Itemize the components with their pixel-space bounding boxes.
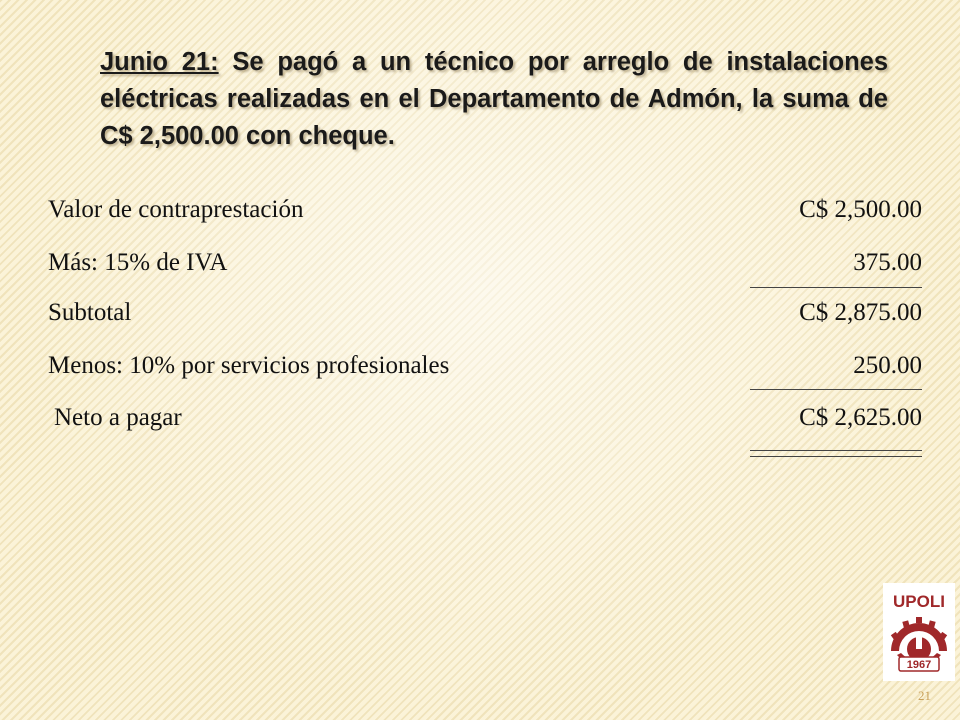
date-label: Junio 21:: [100, 48, 219, 76]
row-iva: [48, 249, 922, 285]
row-amount: C$ 2,500.00: [799, 196, 922, 223]
row-label: Más: 15% de IVA: [48, 249, 228, 276]
logo-name: UPOLI: [893, 592, 945, 611]
row-label: Menos: 10% por servicios profesionales: [48, 352, 450, 379]
row-amount: 250.00: [853, 352, 922, 379]
subtotal-rule: [750, 287, 922, 288]
row-contraprestacion: [48, 196, 922, 232]
net-rule: [750, 389, 922, 390]
row-amount: C$ 2,875.00: [799, 299, 922, 326]
row-subtotal: [48, 299, 922, 335]
row-label: Subtotal: [48, 299, 132, 326]
page-number: 21: [918, 688, 931, 703]
double-rule-bottom: [750, 456, 922, 457]
row-retencion: [48, 352, 922, 388]
logo-year: 1967: [906, 659, 932, 671]
row-neto: [54, 404, 922, 440]
intro-paragraph: [100, 44, 888, 155]
row-label: Valor de contraprestación: [48, 196, 304, 223]
double-rule-top: [750, 450, 922, 451]
row-amount: C$ 2,625.00: [799, 404, 922, 431]
row-label: Neto a pagar: [54, 404, 182, 431]
row-amount: 375.00: [853, 249, 922, 276]
intro-text: Se pagó a un técnico por arreglo de instalaciones eléctricas realizadas en el Departamento de Admón, la suma de C$ 2,500.00 con cheque.: [100, 48, 889, 150]
upoli-logo: [883, 583, 955, 681]
